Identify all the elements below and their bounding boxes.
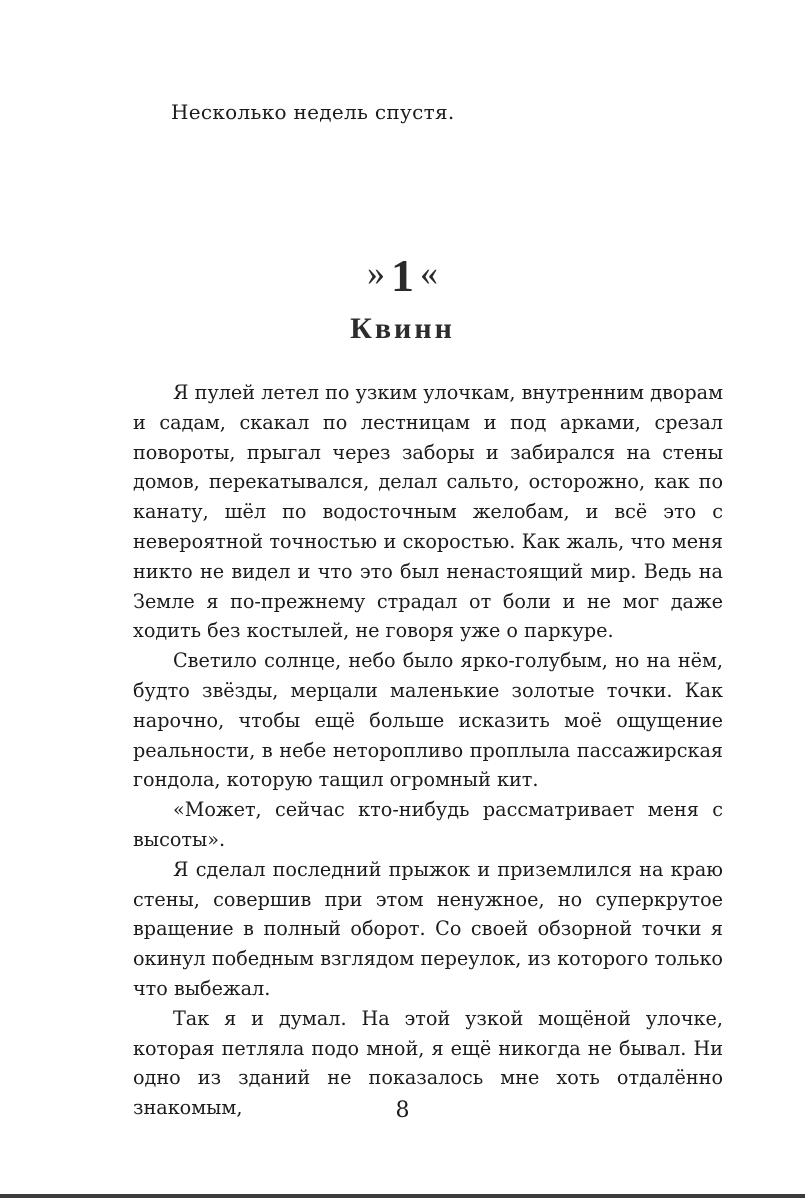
paragraph: Я сделал последний прыжок и приземлился на краю стены, совершив при этом ненужное, но суперкрутое вращение в полный оборот. Со своей обзорной точки я окинул победным взглядом переулок, из которого только что выбежал.: [133, 857, 723, 1000]
chapter-number: 1: [391, 250, 414, 301]
chapter-right-mark: «: [420, 253, 438, 293]
paragraph: Я пулей летел по узким улочкам, внутренним дворам и садам, скакал по лестницам и под арками, срезал повороты, прыгал через заборы и забирался на стены домов, перекатывался, делал сальто, осторожно, как по канату, шёл по водосточным желобам, и всё это с невероятной точностью и скоростью. Как жаль, что меня никто не видел и что это был ненастоящий мир. Ведь на Земле я по-прежнему страдал от боли и не мог даже ходить без костылей, не говоря уже о паркуре.: [133, 381, 723, 643]
epigraph: Несколько недель спустя.: [171, 100, 455, 124]
chapter-number-line: [0, 247, 805, 302]
chapter-left-mark: »: [367, 253, 385, 293]
paragraph: Светило солнце, небо было ярко-голубым, но на нём, будто звёзды, мерцали маленькие золотые точки. Как нарочно, чтобы ещё больше исказить моё ощущение реальности, в небе неторопливо проплыла пассажирская гондола, которую тащил огромный кит.: [133, 649, 723, 792]
chapter-heading: [0, 247, 805, 346]
bottom-divider: [0, 1194, 805, 1198]
page-number: 8: [395, 1098, 410, 1123]
body-text: [133, 378, 723, 1123]
paragraph: Так я и думал. На этой узкой мощёной улочке, которая петляла подо мной, я ещё никогда не бывал. Ни одно из зданий не показалось мне хоть отдалённо знакомым,: [133, 1006, 723, 1120]
chapter-title: Квинн: [350, 312, 455, 345]
paragraph: «Может, сейчас кто-нибудь рассматривает меня с высоты».: [133, 798, 723, 851]
